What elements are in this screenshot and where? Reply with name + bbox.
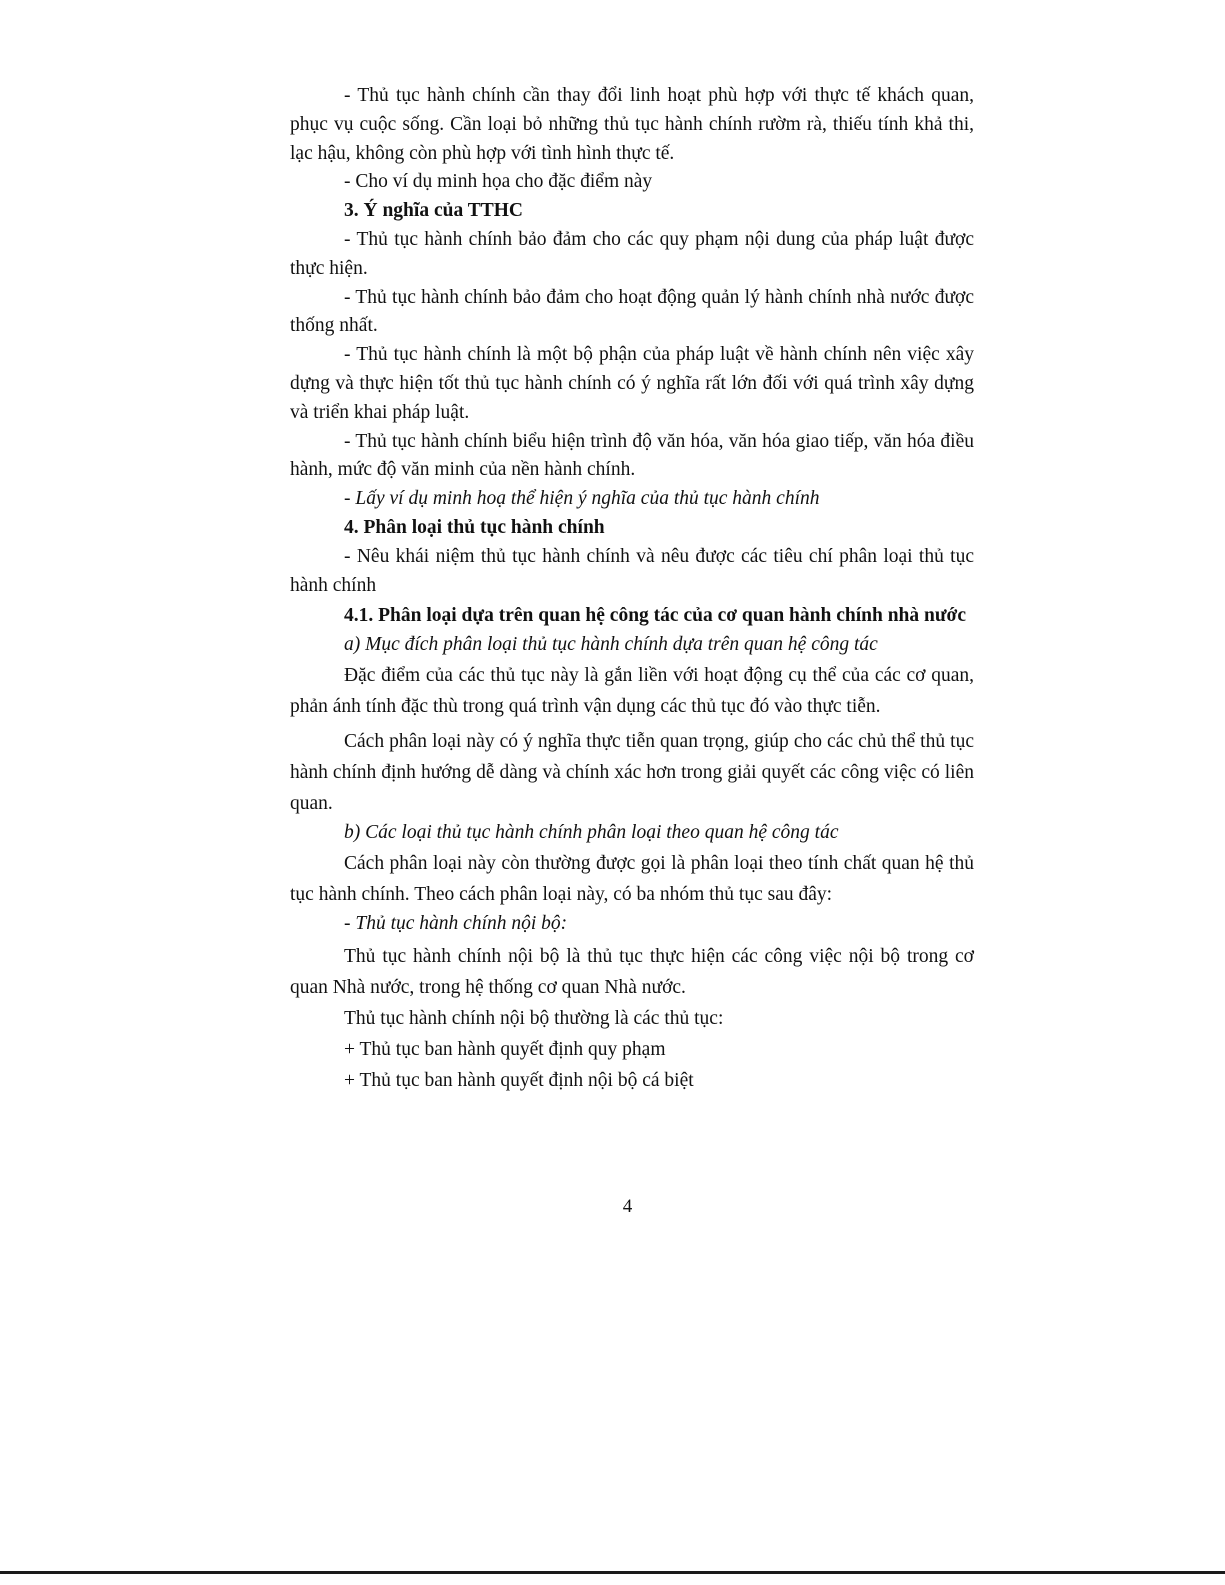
heading-classification: 4. Phân loại thủ tục hành chính <box>344 516 605 538</box>
paragraph-internal-definition: Thủ tục hành chính nội bộ là thủ tục thực hiện các công việc nội bộ trong cơ quan Nhà nước, trong hệ thống cơ quan Nhà nước. <box>290 945 974 998</box>
paragraph-practical-meaning: Cách phân loại này có ý nghĩa thực tiễn quan trọng, giúp cho các chủ thể thủ tục hành chính định hướng dễ dàng và chính xác hơn trong giải quyết các công việc có liên quan. <box>290 730 974 814</box>
paragraph-flexibility: - Thủ tục hành chính cần thay đổi linh hoạt phù hợp với thực tế khách quan, phục vụ cuộc sống. Cần loại bỏ những thủ tục hành chính rườm rà, thiếu tính khả thi, lạc hậu, không còn phù hợp với tình hình thực tế. <box>290 85 974 164</box>
page-body <box>290 82 974 1096</box>
paragraph-internal-list-intro: Thủ tục hành chính nội bộ thường là các thủ tục: <box>344 1007 724 1029</box>
subheading-internal-procedure: - Thủ tục hành chính nội bộ: <box>344 912 568 934</box>
paragraph-characteristics: Đặc điểm của các thủ tục này là gắn liền với hoạt động cụ thể của các cơ quan, phản ánh tính đặc thù trong quá trình vận dụng các thủ tục đó vào thực tiễn. <box>290 664 974 717</box>
page-number: 4 <box>622 1196 633 1217</box>
paragraph-example-prompt: - Cho ví dụ minh họa cho đặc điểm này <box>344 171 653 193</box>
subheading-purpose: a) Mục đích phân loại thủ tục hành chính dựa trên quan hệ công tác <box>344 634 878 656</box>
paragraph-significance-2: - Thủ tục hành chính bảo đảm cho hoạt động quản lý hành chính nhà nước được thống nhất. <box>290 286 974 337</box>
list-item-normative-decision: + Thủ tục ban hành quyết định quy phạm <box>344 1038 666 1060</box>
list-item-individual-decision: + Thủ tục ban hành quyết định nội bộ cá biệt <box>344 1069 694 1091</box>
paragraph-significance-3: - Thủ tục hành chính là một bộ phận của pháp luật về hành chính nên việc xây dựng và thực hiện tốt thủ tục hành chính có ý nghĩa rất lớn đối với quá trình xây dựng và triển khai pháp luật. <box>290 344 974 423</box>
paragraph-significance-4: - Thủ tục hành chính biểu hiện trình độ văn hóa, văn hóa giao tiếp, văn hóa điều hành, mức độ văn minh của nền hành chính. <box>290 430 974 481</box>
heading-significance: 3. Ý nghĩa của TTHC <box>344 200 523 222</box>
paragraph-significance-example: - Lấy ví dụ minh hoạ thể hiện ý nghĩa của thủ tục hành chính <box>344 488 820 510</box>
heading-classification-4-1: 4.1. Phân loại dựa trên quan hệ công tác của cơ quan hành chính nhà nước <box>344 605 967 627</box>
paragraph-classification-intro: - Nêu khái niệm thủ tục hành chính và nêu được các tiêu chí phân loại thủ tục hành chính <box>290 545 974 596</box>
paragraph-three-groups: Cách phân loại này còn thường được gọi là phân loại theo tính chất quan hệ thủ tục hành chính. Theo cách phân loại này, có ba nhóm thủ tục sau đây: <box>290 852 974 905</box>
paragraph-significance-1: - Thủ tục hành chính bảo đảm cho các quy phạm nội dung của pháp luật được thực hiện. <box>290 228 974 279</box>
subheading-types: b) Các loại thủ tục hành chính phân loại theo quan hệ công tác <box>344 821 839 843</box>
page-bottom-border <box>0 1571 1225 1574</box>
